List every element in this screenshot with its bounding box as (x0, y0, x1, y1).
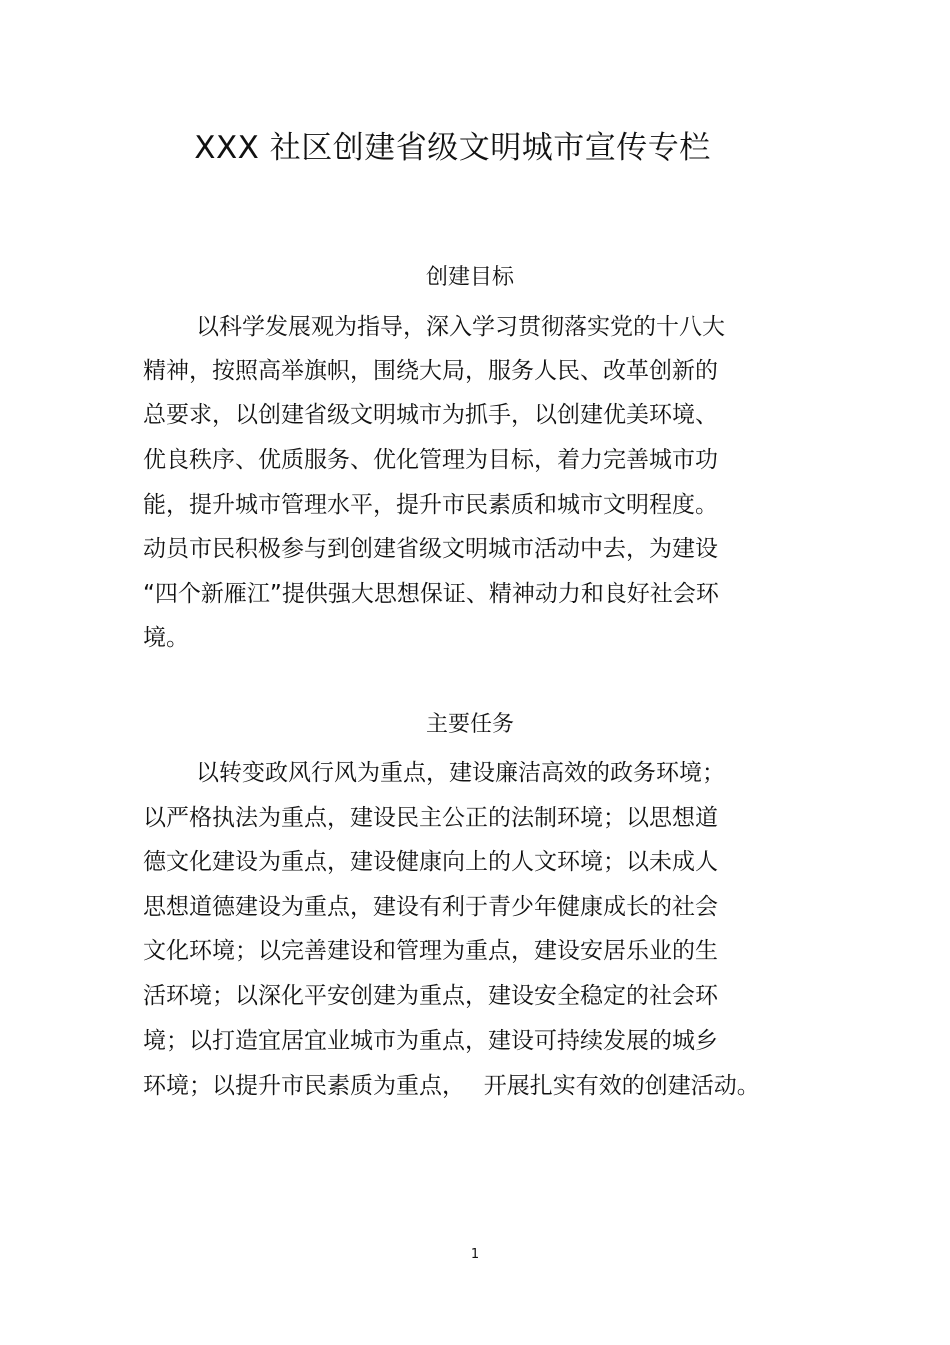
section-heading-goals: 创建目标 (425, 265, 514, 290)
section-heading-tasks: 主要任务 (425, 712, 514, 737)
paragraph-line: 以转变政风行风为重点，建设廉洁高效的政务环境； (196, 760, 725, 786)
paragraph-line: 活环境；以深化平安创建为重点，建设安全稳定的社会环 (143, 983, 718, 1009)
paragraph-line: 德文化建设为重点，建设健康向上的人文环境；以未成人 (143, 849, 718, 875)
paragraph-line: 总要求，以创建省级文明城市为抓手，以创建优美环境、 (143, 402, 718, 428)
paragraph-line: 以严格执法为重点，建设民主公正的法制环境；以思想道 (143, 805, 718, 831)
paragraph-line: 以科学发展观为指导，深入学习贯彻落实党的十八大 (196, 314, 725, 340)
paragraph-line: 境；以打造宜居宜业城市为重点，建设可持续发展的城乡 (143, 1028, 718, 1054)
paragraph-line: “四个新雁江”提供强大思想保证、精神动力和良好社会环 (143, 581, 719, 607)
paragraph-line: 境。 (143, 625, 189, 651)
page-number: 1 (470, 1247, 480, 1262)
paragraph-line: 思想道德建设为重点，建设有利于青少年健康成长的社会 (143, 894, 718, 920)
paragraph-line: 文化环境；以完善建设和管理为重点，建设安居乐业的生 (143, 938, 718, 964)
paragraph-line: 精神，按照高举旗帜，围绕大局，服务人民、改革创新的 (143, 358, 718, 384)
paragraph-line: 能，提升城市管理水平，提升市民素质和城市文明程度。 (143, 492, 718, 518)
paragraph-line: 环境；以提升市民素质为重点， 开展扎实有效的创建活动。 (143, 1073, 760, 1099)
paragraph-line: 优良秩序、优质服务、优化管理为目标，着力完善城市功 (143, 447, 718, 473)
document-title: XXX 社区创建省级文明城市宣传专栏 (194, 130, 711, 166)
paragraph-line: 动员市民积极参与到创建省级文明城市活动中去，为建设 (143, 536, 718, 562)
